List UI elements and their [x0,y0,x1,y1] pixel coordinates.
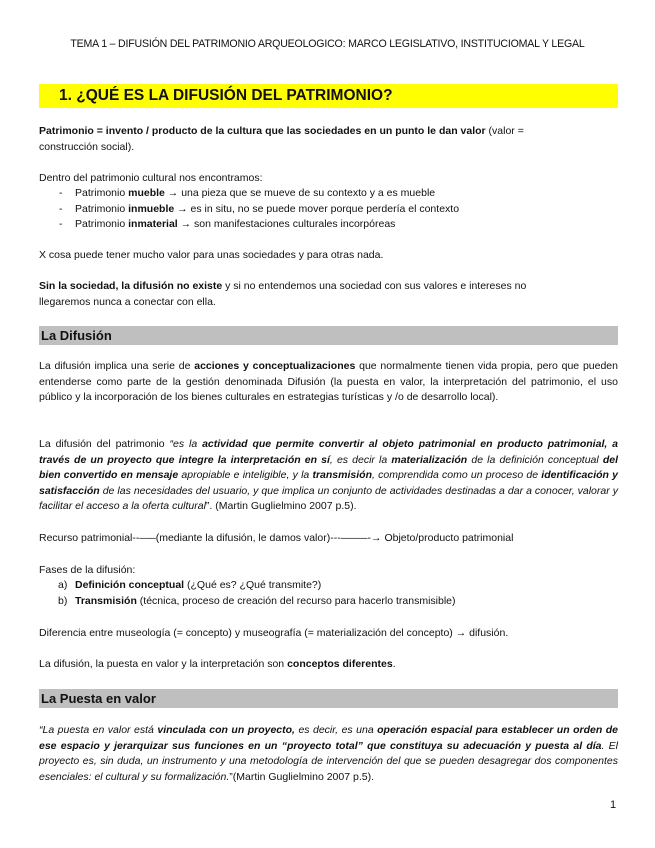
list-item: - Patrimonio mueble → una pieza que se mueve de su contexto y a es mueble [59,187,436,199]
paragraph-museologia: Diferencia entre museología (= concepto) y museografía (= materialización del concepto) → difusión. [39,627,509,639]
page-number: 1 [610,799,617,811]
section-heading-difusion: La Difusión [39,326,618,345]
list-item: - Patrimonio inmaterial → son manifestaciones culturales incorpóreas [59,218,396,231]
list-fases [39,578,618,609]
list-patrimonio-types [39,186,618,233]
paragraph-puesta-quote: “La puesta en valor está vinculada con un proyecto, es decir, es una operación espacial para establecer un orden de ese espacio y jerarquizar sus funciones en un “proyecto total” que constituya su adecuación y puesta al día. El proyecto es, sin duda, un instrumento y una metodología de intervención del que se pueden desagregar dos componentes esenciales: el cultural y su formalización.”(Martin Guglielmino 2007 p.5). [39,724,619,783]
paragraph-valor: X cosa puede tener mucho valor para unas sociedades y para otras nada. [39,249,384,261]
paragraph-intro-list: Dentro del patrimonio cultural nos encontramos: [39,172,263,184]
heading-1-text: 1. ¿QUÉ ES LA DIFUSIÓN DEL PATRIMONIO? [59,87,393,104]
paragraph-recurso: Recurso patrimonial--–—(mediante la difusión, le damos valor)---–——-→ Objeto/producto patrimonial [39,532,514,544]
section-heading-puesta-en-valor: La Puesta en valor [39,689,618,708]
list-item: b) Transmisión (técnica, proceso de creación del recurso para hacerlo transmisible) [58,594,456,607]
paragraph-patrimonio: Patrimonio = invento / producto de la cultura que las sociedades en un punto le dan valor (valor = construcción social). [39,125,524,153]
paragraph-sociedad: Sin la sociedad, la difusión no existe y si no entendemos una sociedad con sus valores e intereses no llegaremos nunca a conectar con ella. [39,280,527,308]
list-item: - Patrimonio inmueble → es in situ, no se puede mover porque perdería el contexto [59,202,460,215]
bold-text: Patrimonio = invento / producto de la cultura que las sociedades en un punto le dan valor [39,125,486,137]
document-header: TEMA 1 – DIFUSIÓN DEL PATRIMONIO ARQUEOLOGICO: MARCO LEGISLATIVO, INSTITUCIOMAL Y LEGAL [70,38,585,50]
paragraph-conceptos: La difusión, la puesta en valor y la interpretación son conceptos diferentes. [39,658,396,670]
bold-text: Sin la sociedad, la difusión no existe [39,280,223,292]
paragraph-difusion-definition: La difusión implica una serie de acciones y conceptualizaciones que normalmente tienen vida propia, pero que pueden entenderse como parte de la gestión denominada Difusión (la puesta en valor, la interpretación del patrimonio, el uso público y la incorporación de los bienes culturales en estrategias turísticas y /o de desarrollo local). [39,360,618,404]
paragraph-difusion-quote: La difusión del patrimonio “es la actividad que permite convertir al objeto patrimonial en producto patrimonial, a través de un proyecto que integre la interpretación en sí, es decir la materialización de la definición conceptual del bien convertido en mensaje apropiable e inteligible, y la transmisión, comprendida como un proceso de identificación y satisfacción de las necesidades del usuario, y que implica un conjunto de actividades destinadas a dar a conocer, valorar y facilitar el acceso a la oferta cultural”. (Martin Guglielmino 2007 p.5). [39,438,619,513]
paragraph-fases: Fases de la difusión: [39,564,136,576]
heading-1 [39,84,618,108]
list-item: a) Definición conceptual (¿Qué es? ¿Qué transmite?) [58,579,322,591]
